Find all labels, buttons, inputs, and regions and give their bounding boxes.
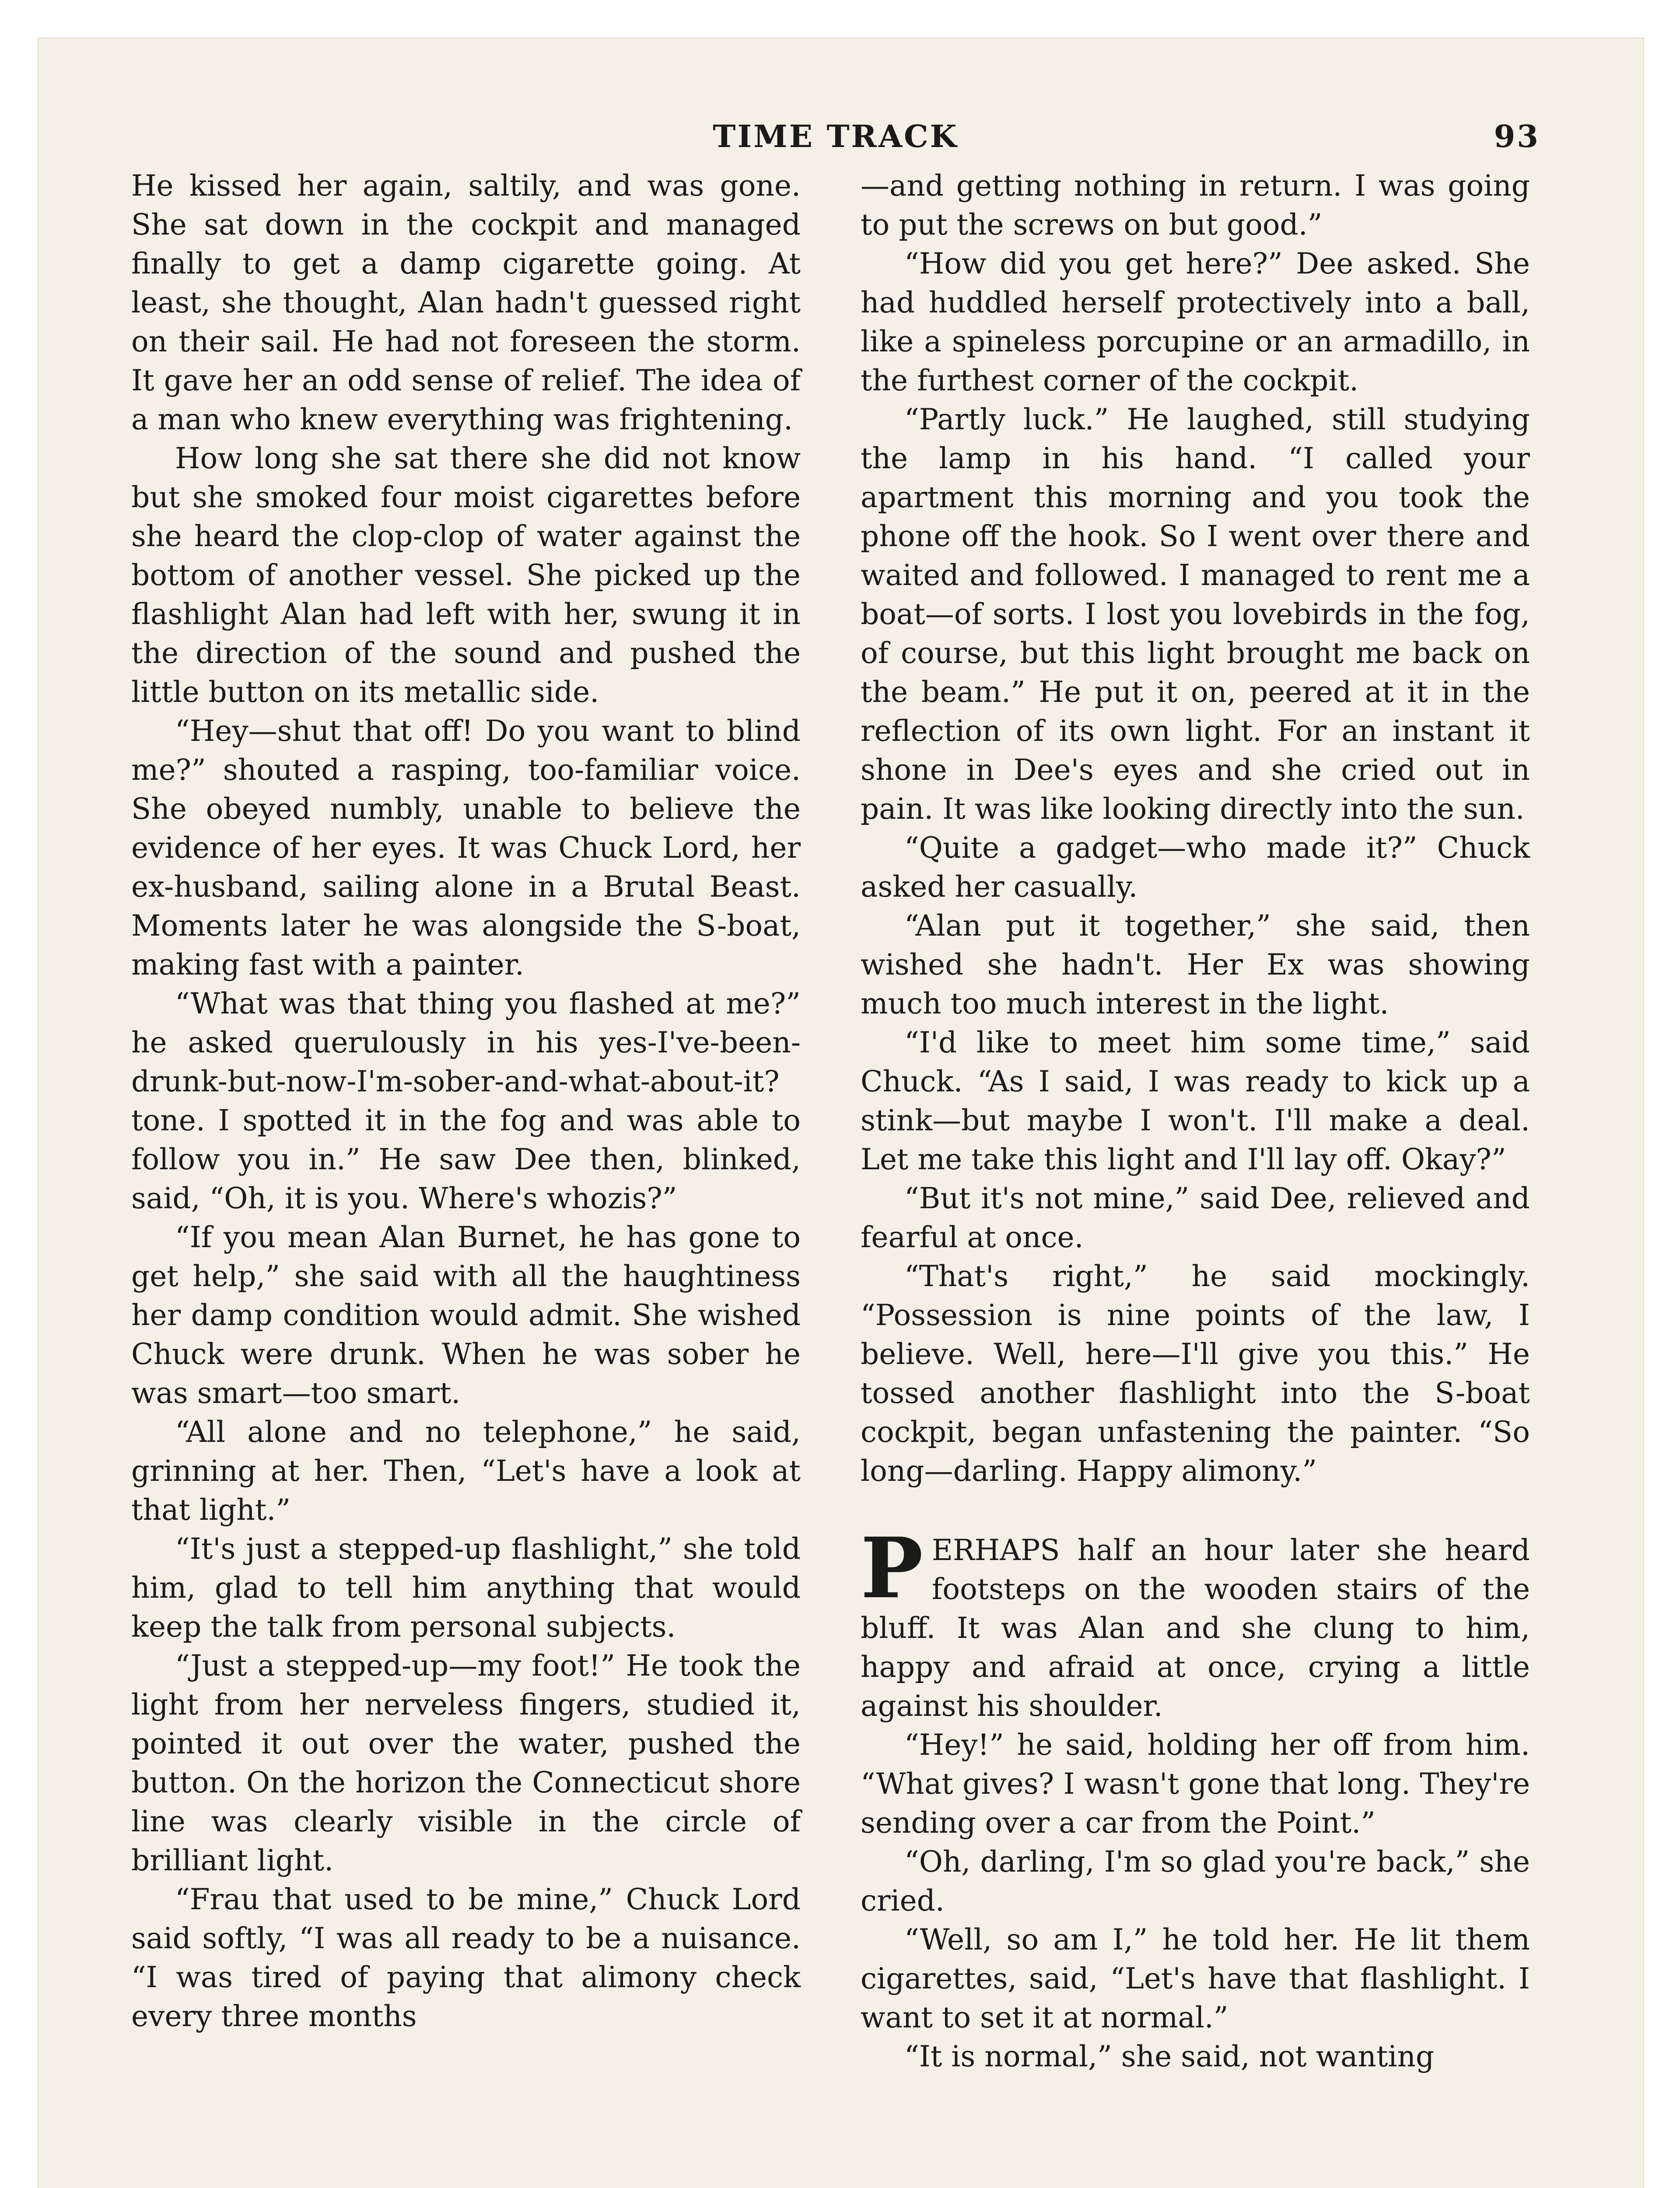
paragraph: “Oh, darling, I'm so glad you're back,” she cried. (861, 1845, 1530, 1918)
paragraph: “Hey—shut that off! Do you want to blind me?” shouted a rasping, too-familiar voice. She obeyed numbly, unable to believe the evidence of her eyes. It was Chuck Lord, her ex-husband, sailing alone in a Brutal Beast. Moments later he was alongside the S-boat, making fast with a painter. (131, 714, 801, 982)
paragraph: How long she sat there she did not know but she smoked four moist cigarettes before she heard the clop-clop of water against the bottom of another vessel. She picked up the flashlight Alan had left with her, swung it in the direction of the sound and pushed the little button on its metallic side. (131, 442, 801, 709)
paragraph: “That's right,” he said mockingly. “Possession is nine points of the law, I believe. Well, here—I'll give you this.” He tossed another flashlight into the S-boat cockpit, began unfastening the painter. “So long—darling. Happy alimony.” (861, 1259, 1530, 1488)
section-break (861, 1490, 1530, 1531)
section-opening-paragraph (861, 1519, 1530, 1725)
paragraph: “Frau that used to be mine,” Chuck Lord said softly, “I was all ready to be a nuisance. “I was tired of paying that alimony check every three months (131, 1883, 801, 2033)
paragraph: “But it's not mine,” said Dee, relieved and fearful at once. (861, 1182, 1530, 1254)
paragraph: “It's just a stepped-up flashlight,” she told him, glad to tell him anything that would keep the talk from personal subjects. (131, 1532, 801, 1644)
page-number: 93 (1494, 118, 1540, 154)
paragraph: “Well, so am I,” he told her. He lit them cigarettes, said, “Let's have that flashlight. I want to set it at normal.” (861, 1923, 1530, 2034)
paragraph: “All alone and no telephone,” he said, grinning at her. Then, “Let's have a look at that light.” (131, 1415, 801, 1527)
left-column (131, 166, 801, 2036)
paragraph: “Just a stepped-up—my foot!” He took the light from her nerveless fingers, studied it, pointed it out over the water, pushed the button. On the horizon the Connecticut shore line was clearly visible in the circle of brilliant light. (131, 1649, 801, 1877)
paragraph: “Alan put it together,” she said, then wished she hadn't. Her Ex was showing much too much interest in the light. (861, 909, 1530, 1020)
drop-cap: P (861, 1519, 923, 1617)
right-column (861, 166, 1530, 2076)
paragraph: “It is normal,” she said, not wanting (904, 2040, 1435, 2073)
paragraph: “Hey!” he said, holding her off from him. “What gives? I wasn't gone that long. They're sending over a car from the Point.” (861, 1728, 1530, 1840)
paragraph-text: half an hour later she heard footsteps on the wooden stairs of the bluff. It was Alan and she clung to him, happy and afraid at once, crying a little against his shoulder. (861, 1533, 1530, 1723)
paragraph: He kissed her again, saltily, and was gone. She sat down in the cockpit and managed finally to get a damp cigarette going. At least, she thought, Alan hadn't guessed right on their sail. He had not foreseen the storm. It gave her an odd sense of relief. The idea of a man who knew everything was frightening. (131, 169, 801, 436)
paragraph: “Quite a gadget—who made it?” Chuck asked her casually. (861, 831, 1530, 904)
paragraph: “What was that thing you flashed at me?” he asked querulously in his yes-I've-been-drunk-but-now-I'm-sober-and-what-about-it? tone. I spotted it in the fog and was able to follow you in.” He saw Dee then, blinked, said, “Oh, it is you. Where's whozis?” (131, 987, 801, 1215)
running-header (131, 118, 1540, 158)
paragraph: “Partly luck.” He laughed, still studying the lamp in his hand. “I called your apartment this morning and you took the phone off the hook. So I went over there and waited and followed. I managed to rent me a boat—of sorts. I lost you lovebirds in the fog, of course, but this light brought me back on the beam.” He put it on, peered at it in the reflection of its own light. For an instant it shone in Dee's eyes and she cried out in pain. It was like looking directly into the sun. (861, 403, 1530, 826)
paragraph: “How did you get here?” Dee asked. She had huddled herself protectively into a ball, like a spineless porcupine or an armadillo, in the furthest corner of the cockpit. (861, 247, 1530, 397)
paragraph: “If you mean Alan Burnet, he has gone to get help,” she said with all the haughtiness her damp condition would admit. She wished Chuck were drunk. When he was sober he was smart—too smart. (131, 1220, 801, 1410)
lead-word: ERHAPS (931, 1533, 1060, 1567)
paragraph: “I'd like to meet him some time,” said Chuck. “As I said, I was ready to kick up a stink—but maybe I won't. I'll make a deal. Let me take this light and I'll lay off. Okay?” (861, 1026, 1530, 1176)
running-title: TIME TRACK (713, 118, 959, 154)
paragraph: —and getting nothing in return. I was going to put the screws on but good.” (861, 169, 1530, 242)
